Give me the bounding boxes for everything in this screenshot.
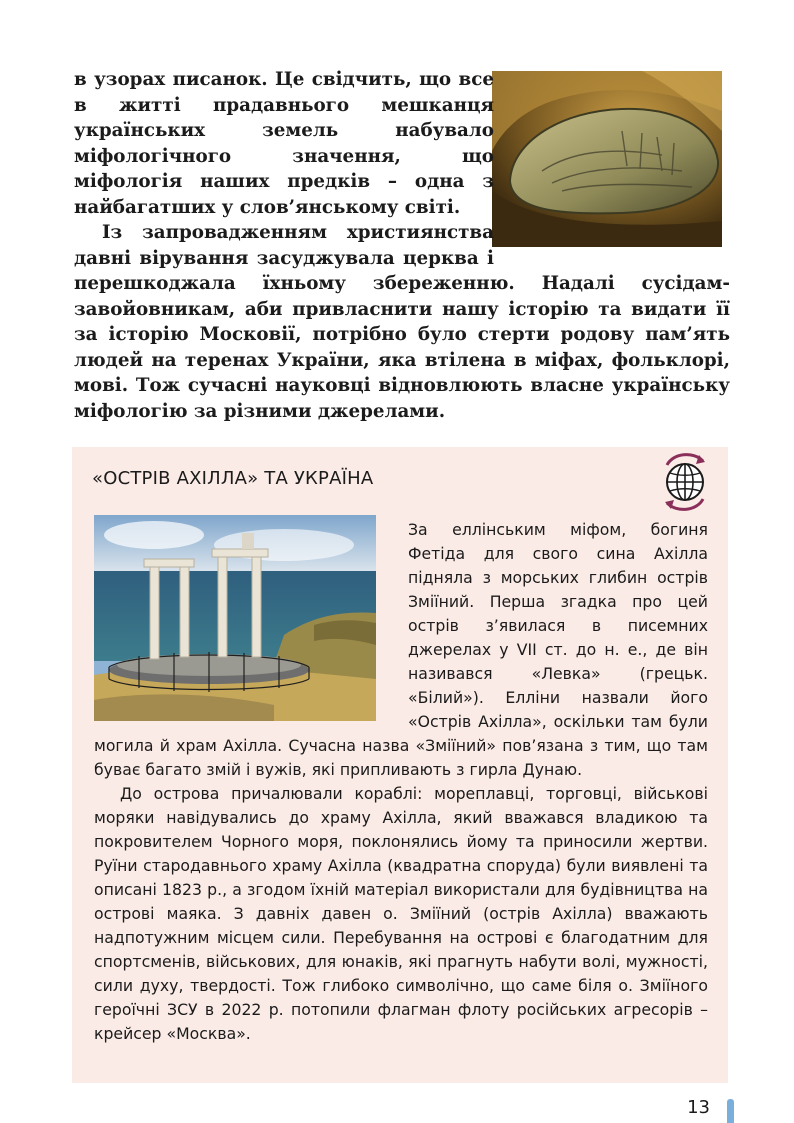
article-paragraph-2-start: Із запровадженням християнства давні вірування засуджувала церква і перешкоджала їхньому збереженню. Надалі сусідам-завойовникам, аби привласнити нашу історію та видати її за історію Московії, потрібно було стерти родову пам’ять людей на теренах України, яка втілена в міфах, фольклорі, мові. Тож сучасні науковці відновлюють власне — [74, 222, 730, 396]
article-paragraph-2-bold: українську міфологію — [74, 375, 730, 422]
article-paragraph-1: в узорах писанок. Це свідчить, що все в житті прадавнього мешканця українських земель набувало міфологічного значення, що міфологія наших предків – одна з найбагатших у слов’янському світі. — [74, 69, 494, 218]
globe-icon — [657, 447, 713, 515]
page-marker — [727, 1099, 734, 1123]
article-text — [74, 67, 730, 424]
info-box — [72, 447, 728, 1083]
box-paragraph-1: За еллінським міфом, богиня Фетіда для свого сина Ахілла підняла з морських глибин острів Зміїний. Перша згадка про цей острів з’явилася в писемних джерелах у VII ст. до н. е., де він називався «Левка» (грецьк. «Білий»). Елліни назвали його «Острів Ахілла», оскільки там були могила й храм Ахілла. Сучасна назва «Зміїний» пов’язана з тим, що там буває багато змій і вужів, які припливають з гирла Дунаю. — [94, 520, 708, 779]
article-paragraph-2-end: за різними джерелами. — [193, 400, 446, 422]
box-title: «ОСТРІВ АХІЛЛА» ТА УКРАЇНА — [92, 468, 374, 489]
page-number: 13 — [687, 1097, 710, 1118]
photo-spacer — [494, 67, 730, 253]
box-photo-spacer — [94, 518, 408, 724]
box-paragraph-2: До острова причалювали кораблі: мореплавці, торговці, військові моряки навідувались до храму Ахілла, який вважався владикою та покровителем Чорного моря, поклонялись йому та приносили жертви. Руїни стародавнього храму Ахілла (квадратна споруда) були виявлені та описані 1823 р., а згодом їхній матеріал використали для будівництва на острові маяка. З давніх давен о. Зміїний (острів Ахілла) вважають надпотужним місцем сили. Перебування на острові є благодатним для спортсменів, військових, для юнаків, які прагнуть набути волі, мужності, сили духу, твердості. Тож глибоко символічно, що саме біля о. Зміїного героїчні ЗСУ в 2022 р. потопили флагман флоту російських агресорів – крейсер «Москва». — [94, 784, 708, 1043]
box-text — [94, 518, 708, 1046]
